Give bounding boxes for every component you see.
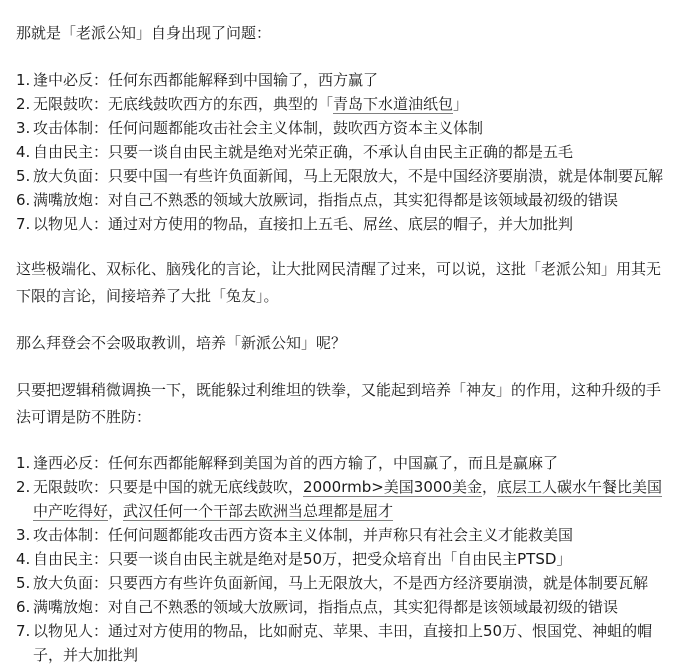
- link-wuhan-cadre[interactable]: 武汉任何一个干部去欧洲当总理都是屈才: [123, 502, 394, 520]
- list-item: 5. 放大负面：只要西方有些许负面新闻，马上无限放大，不是西方经济要崩溃，就是体制要瓦解: [16, 574, 649, 592]
- new-list: [16, 451, 673, 667]
- list-item: 4. 自由民主：只要一谈自由民主就是绝对是50万，把受众培育出「自由民主PTSD」: [16, 550, 572, 568]
- list-item: 5. 放大负面：只要中国一有些许负面新闻，马上无限放大，不是中国经济要崩溃，就是体制要瓦解: [16, 167, 664, 185]
- paragraph-2: 这些极端化、双标化、脑残化的言论，让大批网民清醒了过来，可以说，这批「老派公知」用其无下限的言论，间接培养了大批「兔友」。: [16, 260, 662, 305]
- intro-paragraph: 那就是「老派公知」自身出现了问题：: [16, 24, 272, 42]
- list-item: 2. 无限鼓吹：无底线鼓吹西方的东西，典型的「青岛下水道油纸包」: [16, 95, 469, 113]
- list-item: 1. 逢中必反：任何东西都能解释到中国输了，西方赢了: [16, 71, 379, 89]
- list-item: 3. 攻击体制：任何问题都能攻击社会主义体制，鼓吹西方资本主义体制: [16, 119, 484, 137]
- link-2000rmb[interactable]: 2000rmb>美国3000美金: [303, 478, 482, 496]
- list-item: 2. 无限鼓吹：只要是中国的就无底线鼓吹，2000rmb>美国3000美金，底层工人碳水午餐比美国中产吃得好，武汉任何一个干部去欧洲当总理都是屈才: [16, 478, 663, 520]
- list-item: 7. 以物见人：通过对方使用的物品，直接扣上五毛、屌丝、底层的帽子，并大加批判: [16, 215, 574, 233]
- link-worker-lunch[interactable]: 底层工人碳水午餐比美国中产吃得好: [33, 478, 663, 520]
- list-item: 3. 攻击体制：任何问题都能攻击西方资本主义体制，并声称只有社会主义才能救美国: [16, 526, 574, 544]
- paragraph-3: 那么拜登会不会吸取教训，培养「新派公知」呢？: [16, 334, 347, 352]
- list-item: 6. 满嘴放炮：对自己不熟悉的领域大放厥词，指指点点，其实犯得都是该领域最初级的错误: [16, 598, 619, 616]
- list-item: 7. 以物见人：通过对方使用的物品，比如耐克、苹果、丰田，直接扣上50万、恨国党、神蛆的帽子，并大加批判: [16, 622, 653, 664]
- paragraph-4: 只要把逻辑稍微调换一下，既能躲过利维坦的铁拳，又能起到培养「神友」的作用，这种升级的手法可谓是防不胜防：: [16, 381, 662, 426]
- link-qingdao[interactable]: 青岛下水道油纸包: [333, 95, 454, 113]
- list-item: 4. 自由民主：只要一谈自由民主就是绝对光荣正确，不承认自由民主正确的都是五毛: [16, 143, 574, 161]
- list-item: 1. 逢西必反：任何东西都能解释到美国为首的西方输了，中国赢了，而且是赢麻了: [16, 454, 559, 472]
- old-list: [16, 68, 673, 236]
- list-item: 6. 满嘴放炮：对自己不熟悉的领域大放厥词，指指点点，其实犯得都是该领域最初级的错误: [16, 191, 619, 209]
